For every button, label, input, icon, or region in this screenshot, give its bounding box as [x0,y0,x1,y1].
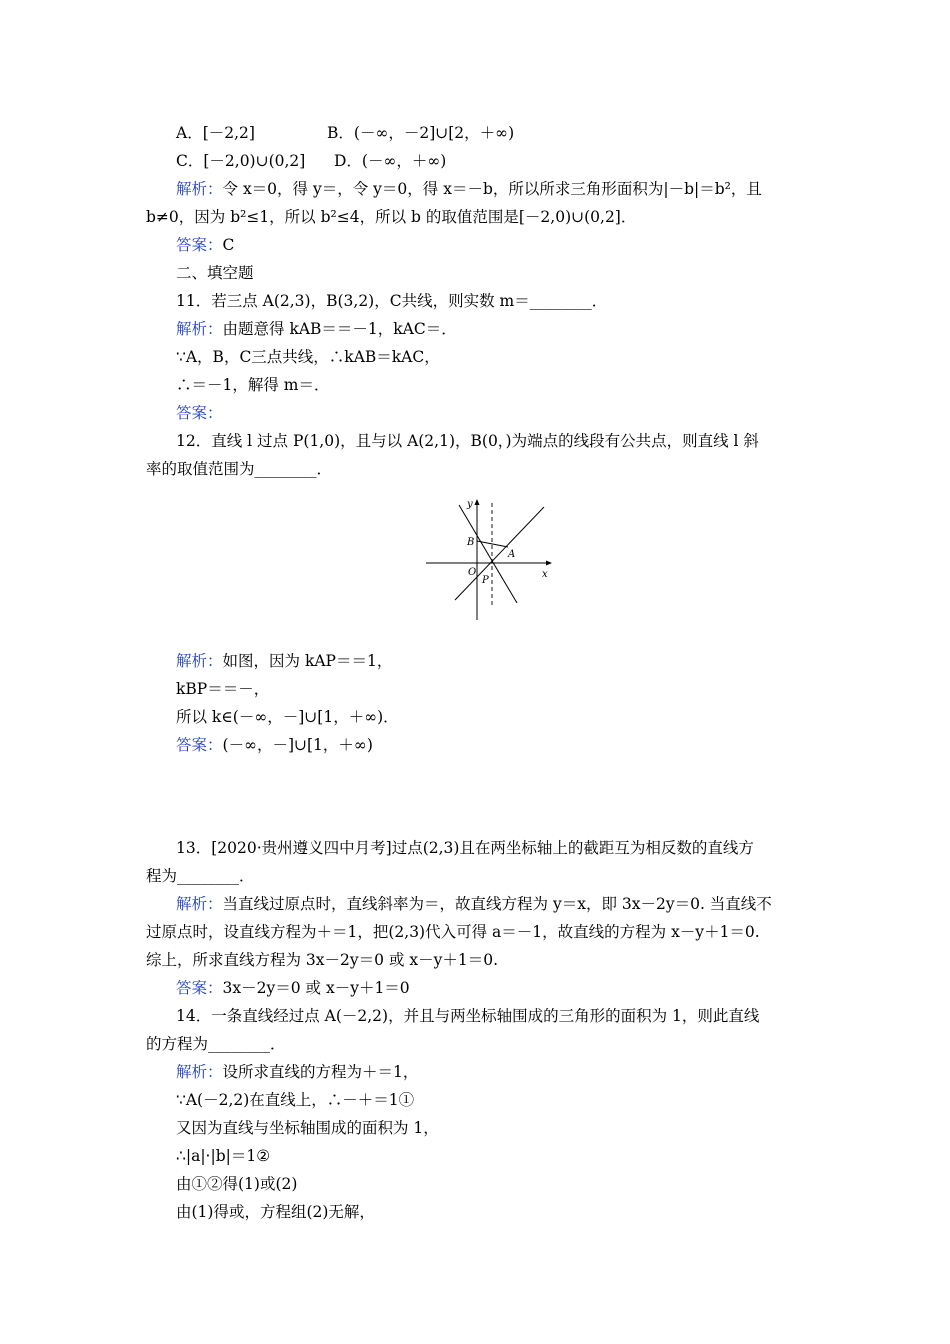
q14-line2: ∵A(－2,2)在直线上，∴－＋＝1① [176,1091,415,1109]
analysis-text: 由题意得 kAB＝＝－1，kAC＝． [222,320,457,338]
q13-answer [176,978,410,998]
q10-analysis-line1 [176,179,762,199]
analysis-text: 当直线过原点时，直线斜率为＝，故直线方程为 y＝x，即 3x－2y＝0. 当直线不 [222,895,772,913]
analysis-text: 如图，因为 kAP＝＝1， [222,652,393,670]
option-b: B．(－∞，－2]∪[2，＋∞) [327,124,515,142]
q11-analysis-line1 [176,319,457,339]
q12-stem-line1: 12．直线 l 过点 P(1,0)，且与以 A(2,1)，B(0，)为端点的线段有公共点，则直线 l 斜 [176,432,759,450]
answer-label: 答案： [176,236,223,254]
analysis-label: 解析： [176,180,223,198]
analysis-label: 解析： [176,1063,223,1081]
q12-answer [176,735,373,755]
q11-line3: ∴＝－1，解得 m＝． [176,376,330,394]
label-x: x [542,569,548,580]
q11-stem: 11．若三点 A(2,3)，B(3,2)，C共线，则实数 m＝________． [176,292,608,310]
q14-stem-line2: 的方程为________． [146,1035,286,1053]
label-y: y [467,499,473,510]
q12-analysis-line1 [176,651,392,671]
answer-label: 答案： [176,736,223,754]
q14-line6: 由(1)得或，方程组(2)无解， [176,1203,375,1221]
x-axis-arrow [546,561,552,566]
q12-stem-line2: 率的取值范围为________． [146,460,333,478]
q14-line5: 由①②得(1)或(2) [176,1175,298,1193]
q14-stem-line1: 14．一条直线经过点 A(－2,2)，并且与两坐标轴围成的三角形的面积为 1，则此直线 [176,1007,760,1025]
y-axis-arrow [475,499,480,505]
q14-analysis-line1 [176,1062,418,1082]
q11-answer-label: 答案： [176,404,223,422]
section-title: 二、填空题 [176,264,254,282]
q13-stem-line1: 13．[2020·贵州遵义四中月考]过点(2,3)且在两坐标轴上的截距互为相反数的直线方 [176,839,754,857]
answer-label: 答案： [176,979,223,997]
label-a: A [508,549,516,560]
q10-answer [176,235,234,255]
q13-analysis-line1 [176,894,772,914]
answer-value: 3x－2y＝0 或 x－y＋1＝0 [222,979,410,997]
label-b: B [467,537,475,548]
q14-line3: 又因为直线与坐标轴围成的面积为 1， [176,1119,439,1137]
analysis-text: 令 x＝0，得 y＝，令 y＝0，得 x＝－b，所以所求三角形面积为|－b|＝b²，且 [222,180,762,198]
q11-line2: ∵A，B，C三点共线，∴kAB＝kAC， [176,348,440,366]
coordinate-figure [422,495,558,623]
q13-line2: 过原点时，设直线方程为＋＝1，把(2,3)代入可得 a＝－1，故直线的方程为 x－y＋1＝0. [146,923,760,941]
analysis-text: 设所求直线的方程为＋＝1， [222,1063,419,1081]
answer-value: C [222,236,235,254]
label-o: O [468,567,477,578]
q13-stem-line2: 程为________． [146,867,255,885]
q10-analysis-line2: b≠0，因为 b²≤1，所以 b²≤4，所以 b 的取值范围是[－2,0)∪(0,2]． [146,208,637,226]
answer-value: (－∞，－]∪[1，＋∞) [222,736,373,754]
option-d: D．(－∞，＋∞) [334,152,447,170]
analysis-label: 解析： [176,895,223,913]
q14-line4: ∴|a|·|b|＝1② [176,1147,271,1165]
label-p: P [482,575,489,586]
analysis-label: 解析： [176,652,223,670]
option-a: A．[－2,2] [176,124,255,142]
option-c: C．[－2,0)∪(0,2] [176,152,306,170]
q12-line2: kBP＝＝－， [176,680,270,698]
analysis-label: 解析： [176,320,223,338]
q12-line3: 所以 k∈(－∞，－]∪[1，＋∞)． [176,708,399,726]
q13-line3: 综上，所求直线方程为 3x－2y＝0 或 x－y＋1＝0. [146,951,499,969]
